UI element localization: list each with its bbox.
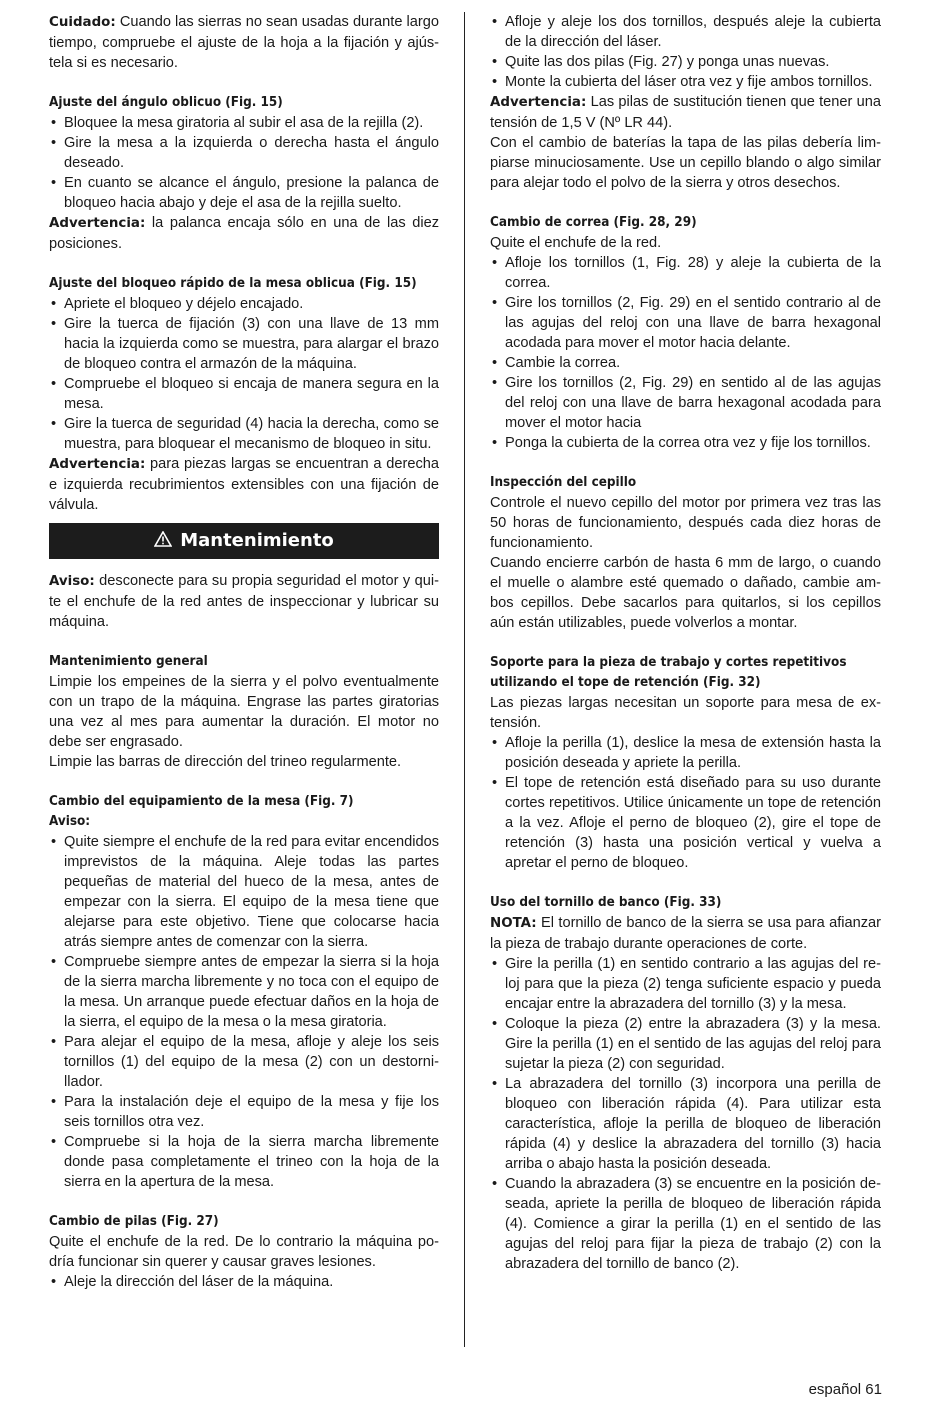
section-heading: Cambio de pilas (Fig. 27)	[49, 1214, 219, 1229]
list-item: • Cuando la abrazadera (3) se encuentre en la posición deseada, apriete la perilla de bloqueo de liberación rápida (4). Comience a girar la perilla (1) en el sentido de las agujas del reloj para fijar la pieza de trabajo (2) con la abrazadera del tornillo de banco (2).	[490, 1174, 881, 1274]
list-item: • Afloje y aleje los dos tornillos, después aleje la cubierta de la dirección del láser.	[490, 12, 881, 52]
list-item: • El tope de retención está diseñado para su uso durante cortes repetitivos. Utilice únicamente un tope de retención a la vez. Afloje el perno de bloqueo (2), gire el tope de retención (3) hasta una posición vertical y vuelva a apretar el perno de bloqueo.	[490, 773, 881, 873]
list-item: • Para alejar el equipo de la mesa, afloje y aleje los seis tornillos (1) del equipo de la mesa (2) con un destornillador.	[49, 1032, 439, 1092]
section-heading: Cambio de correa (Fig. 28, 29)	[490, 215, 697, 230]
body-paragraph: Limpie los empeines de la sierra y el polvo eventualmente con un trapo de la máquina. Engrase las partes giratorias una vez al mes para aumentar la duración. El motor no debe ser engrasado.	[49, 674, 439, 750]
list-item: • Bloquee la mesa giratoria al subir el asa de la rejilla (2).	[49, 113, 439, 133]
section-heading: Mantenimiento general	[49, 654, 208, 669]
list-item: • Aleje la dirección del láser de la máquina.	[49, 1272, 439, 1292]
body-paragraph: Las piezas largas necesitan un soporte para mesa de extensión.	[490, 695, 881, 731]
list-item: • Gire la tuerca de seguridad (4) hacia la derecha, como se muestra, para bloquear el mecanismo de bloqueo in situ.	[49, 414, 439, 454]
list-item: • En cuanto se alcance el ángulo, presione la palanca de bloqueo hacia abajo y deje el asa de la rejilla suelto.	[49, 173, 439, 213]
list-item: • Cambie la correa.	[490, 353, 881, 373]
column-divider	[464, 12, 465, 1347]
section-heading: Cambio del equipamiento de la mesa (Fig. 7)	[49, 794, 354, 809]
warning-paragraph	[49, 454, 439, 515]
note-paragraph	[490, 913, 881, 954]
list-item: • Para la instalación deje el equipo de la mesa y fije los seis tornillos otra vez.	[49, 1092, 439, 1132]
banner-title: Mantenimiento	[180, 530, 334, 551]
list-item: • Quite las dos pilas (Fig. 27) y ponga unas nuevas.	[490, 52, 881, 72]
note-label: NOTA:	[490, 916, 537, 931]
body-paragraph: Con el cambio de baterías la tapa de las pilas debería limpiarse minuciosamente. Use un cepillo blando o algo similar para alejar todo el polvo de la sierra y otros desechos.	[490, 135, 881, 191]
list-item: • Gire los tornillos (2, Fig. 29) en el sentido contrario al de las agujas del reloj con una llave de barra hexagonal acodada para mover el motor hacia delante.	[490, 293, 881, 353]
list-item: • Gire la mesa a la izquierda o derecha hasta el ángulo deseado.	[49, 133, 439, 173]
body-paragraph: Quite el enchufe de la red. De lo contrario la máquina podría funcionar sin querer y causar graves lesiones.	[49, 1234, 439, 1270]
warning-paragraph	[49, 213, 439, 254]
list-item: • Compruebe siempre antes de empezar la sierra si la hoja de la sierra marcha libremente y no toca con el equipo de la mesa. Un arranque puede efectuar daños en la hoja de la sierra, el equipo de la mesa o la mesa giratoria.	[49, 952, 439, 1032]
list-item: • Coloque la pieza (2) entre la abrazadera (3) y la mesa. Gire la perilla (1) en el sentido de las agujas del reloj para sujetar la pieza (2) con seguridad.	[490, 1014, 881, 1074]
list-item: • Ponga la cubierta de la correa otra vez y fije los tornillos.	[490, 433, 881, 453]
section-heading: Ajuste del ángulo oblicuo (Fig. 15)	[49, 95, 283, 110]
caution-label: Cuidado:	[49, 15, 116, 30]
list-item: • Gire la tuerca de fijación (3) con una llave de 13 mm hacia la izquierda como se muestra, para alargar el brazo de bloqueo contra el armazón de la máquina.	[49, 314, 439, 374]
warning-label: Advertencia:	[49, 216, 146, 231]
left-column	[49, 12, 439, 1292]
section-heading: Soporte para la pieza de trabajo y cortes repetitivos utilizando el tope de retención (Fig. 32)	[490, 655, 847, 690]
list-item: • Apriete el bloqueo y déjelo encajado.	[49, 294, 439, 314]
warning-label: Advertencia:	[490, 95, 587, 110]
body-paragraph: Cuando encierre carbón de hasta 6 mm de largo, o cuando el muelle o alambre esté quemado o dañado, cambie ambos cepillos. Debe sacarlos para quitarlos, si los cepillos aún están utilizables, puede volverlos a montar.	[490, 555, 881, 631]
list-item: • Monte la cubierta del láser otra vez y fije ambos tornillos.	[490, 72, 881, 92]
section-heading: Ajuste del bloqueo rápido de la mesa oblicua (Fig. 15)	[49, 276, 417, 291]
warning-text: la palanca encaja sólo en una de las diez posiciones.	[49, 215, 439, 252]
notice-paragraph	[49, 571, 439, 632]
list-item: • Gire los tornillos (2, Fig. 29) en sentido al de las agujas del reloj con una llave de barra hexagonal acodada para mover el motor hacia	[490, 373, 881, 433]
list-item: • Quite siempre el enchufe de la red para evitar encendidos imprevistos de la máquina. Aleje todas las partes pequeñas de material del hueco de la mesa, antes de empezar con la sierra. El equipo de la mesa tiene que alejarse para este objetivo. Tiene que colocarse hacia atrás siempre antes de comenzar con la sierra.	[49, 832, 439, 952]
list-item: • La abrazadera del tornillo (3) incorpora una perilla de bloqueo con liberación rápida (4). Para utilizar esta característica, afloje la perilla de bloqueo de liberación rápida (4) y deslice la abrazadera del tornillo (3) hacia arriba o abajo hasta la posición deseada.	[490, 1074, 881, 1174]
list-item: • Afloje los tornillos (1, Fig. 28) y aleje la cubierta de la correa.	[490, 253, 881, 293]
caution-text: Cuando las sierras no sean usadas durante largo tiempo, compruebe el ajuste de la hoja a la fijación y ajústela si es necesario.	[49, 14, 439, 71]
caution-paragraph	[49, 12, 439, 73]
warning-text: Las pilas de sustitución tienen que tener una tensión de 1,5 V (Nº LR 44).	[490, 94, 881, 131]
right-column	[490, 12, 881, 1274]
section-heading: Uso del tornillo de banco (Fig. 33)	[490, 895, 722, 910]
page-number: español 61	[808, 1381, 882, 1398]
body-paragraph: Limpie las barras de dirección del trineo regularmente.	[49, 754, 402, 770]
notice-text: desconecte para su propia seguridad el motor y quite el enchufe de la red antes de inspeccionar y lubricar su máquina.	[49, 573, 439, 630]
notice-label: Aviso:	[49, 574, 95, 589]
section-subheading: Aviso:	[49, 814, 91, 829]
list-item: • Compruebe el bloqueo si encaja de manera segura en la mesa.	[49, 374, 439, 414]
warning-paragraph	[490, 92, 881, 133]
list-item: • Afloje la perilla (1), deslice la mesa de extensión hasta la posición deseada y apriete la perilla.	[490, 733, 881, 773]
list-item: • Compruebe si la hoja de la sierra marcha libremente donde pasa completamente el trineo con la hoja de la sierra en la apertura de la mesa.	[49, 1132, 439, 1192]
note-text: El tornillo de banco de la sierra se usa para afianzar la pieza de trabajo durante operaciones de corte.	[490, 915, 881, 952]
section-heading: Inspección del cepillo	[490, 475, 637, 490]
body-paragraph: Controle el nuevo cepillo del motor por primera vez tras las 50 horas de funcionamiento, después cada diez horas de funcionamiento.	[490, 495, 881, 551]
maintenance-banner	[49, 523, 439, 559]
warning-triangle-icon	[154, 531, 172, 552]
body-paragraph: Quite el enchufe de la red.	[490, 235, 662, 251]
warning-text: para piezas largas se encuentran a derecha e izquierda recubrimientos extensibles con una fijación de válvula.	[49, 456, 439, 513]
list-item: • Gire la perilla (1) en sentido contrario a las agujas del reloj para que la pieza (2) tenga suficiente espacio y pueda encajar entre la abrazadera del tornillo (3) y la mesa.	[490, 954, 881, 1014]
warning-label: Advertencia:	[49, 457, 146, 472]
